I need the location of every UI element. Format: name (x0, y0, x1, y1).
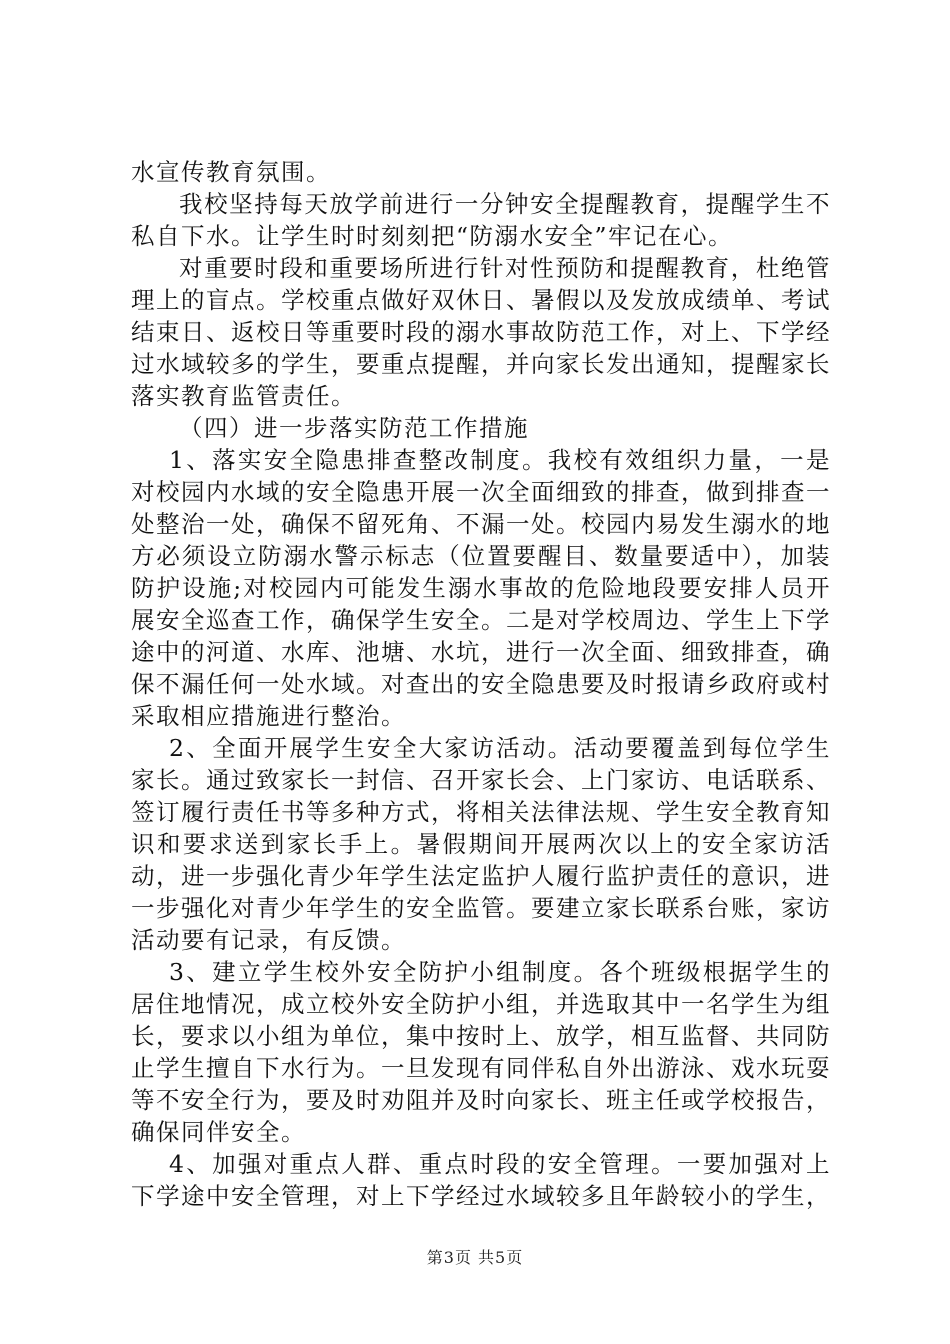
paragraph-item-1: 1、落实安全隐患排查整改制度。我校有效组织力量，一是对校园内水域的安全隐患开展一次全面细致的排查，做到排查一处整治一处，确保不留死角、不漏一处。校园内易发生溺水的地方必须设立防溺水警示标志（位置要醒目、数量要适中），加装防护设施;对校园内可能发生溺水事故的危险地段要安排人员开展安全巡查工作，确保学生安全。二是对学校周边、学生上下学途中的河道、水库、池塘、水坑，进行一次全面、细致排查，确保不漏任何一处水域。对查出的安全隐患要及时报请乡政府或村采取相应措施进行整治。 (131, 446, 831, 730)
paragraph-item-2: 2、全面开展学生安全大家访活动。活动要覆盖到每位学生家长。通过致家长一封信、召开家长会、上门家访、电话联系、签订履行责任书等多种方式，将相关法律法规、学生安全教育知识和要求送到家长手上。暑假期间开展两次以上的安全家访活动，进一步强化青少年学生法定监护人履行监护责任的意识，进一步强化对青少年学生的安全监管。要建立家长联系台账，家访活动要有记录，有反馈。 (131, 734, 831, 954)
document-body (131, 156, 831, 1212)
paragraph-item-4: 4、加强对重点人群、重点时段的安全管理。一要加强对上下学途中安全管理，对上下学经过水域较多且年龄较小的学生， (131, 1150, 831, 1210)
paragraph-daily-reminder: 我校坚持每天放学前进行一分钟安全提醒教育，提醒学生不私自下水。让学生时时刻刻把“防溺水安全”牢记在心。 (131, 190, 831, 250)
paragraph-key-periods: 对重要时段和重要场所进行针对性预防和提醒教育，杜绝管理上的盲点。学校重点做好双休日、暑假以及发放成绩单、考试结束日、返校日等重要时段的溺水事故防范工作，对上、下学经过水域较多的学生，要重点提醒，并向家长发出通知，提醒家长落实教育监管责任。 (131, 254, 831, 410)
page-number-footer: 第3页 共5页 (426, 1248, 524, 1267)
section-heading: （四）进一步落实防范工作措施 (179, 414, 529, 442)
paragraph-continuation: 水宣传教育氛围。 (131, 158, 331, 186)
paragraph-item-3: 3、建立学生校外安全防护小组制度。各个班级根据学生的居住地情况，成立校外安全防护小组，并选取其中一名学生为组长，要求以小组为单位，集中按时上、放学，相互监督、共同防止学生擅自下水行为。一旦发现有同伴私自外出游泳、戏水玩耍等不安全行为，要及时劝阻并及时向家长、班主任或学校报告，确保同伴安全。 (131, 958, 831, 1146)
